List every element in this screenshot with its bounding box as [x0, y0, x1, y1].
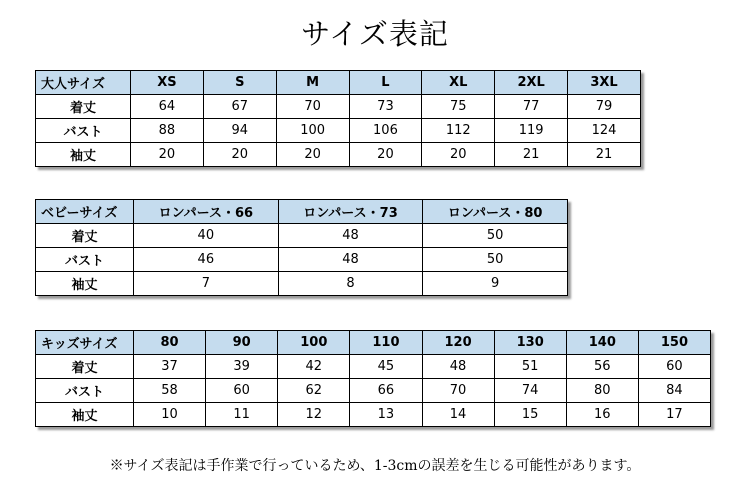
table-cell: 50 — [423, 224, 568, 248]
table-cell: 58 — [134, 379, 206, 403]
table-cell: 94 — [203, 119, 276, 143]
table-row — [36, 224, 568, 248]
table-cell: 100 — [276, 119, 349, 143]
table-cell: 21 — [568, 143, 641, 167]
table-row — [36, 248, 568, 272]
table-cell: 60 — [638, 355, 710, 379]
table-cell: 88 — [131, 119, 204, 143]
size-header-cell: 100 — [278, 331, 350, 355]
size-header-cell: 2XL — [495, 71, 568, 95]
adult-table-heading: 大人サイズ — [36, 71, 131, 95]
table-cell: 73 — [349, 95, 422, 119]
table-cell: 60 — [206, 379, 278, 403]
baby-table-heading: ベビーサイズ — [36, 200, 134, 224]
table-cell: 51 — [494, 355, 566, 379]
table-cell: 66 — [350, 379, 422, 403]
table-cell: 77 — [495, 95, 568, 119]
table-cell: 79 — [568, 95, 641, 119]
table-cell: 14 — [422, 403, 494, 427]
table-cell: 20 — [276, 143, 349, 167]
size-header-cell: L — [349, 71, 422, 95]
table-cell: 64 — [131, 95, 204, 119]
table-cell: 7 — [134, 272, 279, 296]
table-cell: 20 — [131, 143, 204, 167]
table-row — [36, 95, 641, 119]
size-header-cell: S — [203, 71, 276, 95]
row-label: バスト — [36, 379, 134, 403]
kids-table-heading: キッズサイズ — [36, 331, 134, 355]
table-cell: 50 — [423, 248, 568, 272]
row-label: 袖丈 — [36, 143, 131, 167]
table-cell: 17 — [638, 403, 710, 427]
table-cell: 48 — [422, 355, 494, 379]
size-header-cell: 110 — [350, 331, 422, 355]
size-header-cell: 130 — [494, 331, 566, 355]
size-header-cell: 120 — [422, 331, 494, 355]
kids-size-table — [35, 330, 711, 427]
table-cell: 20 — [422, 143, 495, 167]
table-cell: 48 — [278, 224, 423, 248]
table-cell: 39 — [206, 355, 278, 379]
page-title: サイズ表記 — [301, 17, 449, 51]
size-header-cell: XL — [422, 71, 495, 95]
row-label: 袖丈 — [36, 403, 134, 427]
size-header-cell: 140 — [566, 331, 638, 355]
size-header-cell: ロンパース・66 — [134, 200, 279, 224]
table-cell: 70 — [276, 95, 349, 119]
size-header-cell: 90 — [206, 331, 278, 355]
table-cell: 11 — [206, 403, 278, 427]
table-cell: 45 — [350, 355, 422, 379]
table-row — [36, 403, 711, 427]
table-cell: 84 — [638, 379, 710, 403]
table-cell: 119 — [495, 119, 568, 143]
table-cell: 10 — [134, 403, 206, 427]
table-cell: 106 — [349, 119, 422, 143]
table-cell: 67 — [203, 95, 276, 119]
table-cell: 112 — [422, 119, 495, 143]
row-label: 着丈 — [36, 95, 131, 119]
kids-header-row — [36, 331, 711, 355]
table-cell: 124 — [568, 119, 641, 143]
row-label: 袖丈 — [36, 272, 134, 296]
size-header-cell: XS — [131, 71, 204, 95]
table-cell: 20 — [203, 143, 276, 167]
table-cell: 21 — [495, 143, 568, 167]
table-cell: 15 — [494, 403, 566, 427]
table-cell: 56 — [566, 355, 638, 379]
table-cell: 70 — [422, 379, 494, 403]
table-row — [36, 379, 711, 403]
table-cell: 48 — [278, 248, 423, 272]
baby-header-row — [36, 200, 568, 224]
table-cell: 16 — [566, 403, 638, 427]
table-cell: 37 — [134, 355, 206, 379]
table-cell: 40 — [134, 224, 279, 248]
table-cell: 9 — [423, 272, 568, 296]
table-cell: 13 — [350, 403, 422, 427]
row-label: 着丈 — [36, 224, 134, 248]
row-label: バスト — [36, 248, 134, 272]
size-header-cell: 3XL — [568, 71, 641, 95]
table-row — [36, 119, 641, 143]
table-row — [36, 143, 641, 167]
table-row — [36, 355, 711, 379]
table-cell: 46 — [134, 248, 279, 272]
table-cell: 74 — [494, 379, 566, 403]
table-cell: 80 — [566, 379, 638, 403]
row-label: バスト — [36, 119, 131, 143]
table-row — [36, 272, 568, 296]
table-cell: 75 — [422, 95, 495, 119]
table-cell: 20 — [349, 143, 422, 167]
adult-size-table — [35, 70, 641, 167]
footnote: ※サイズ表記は手作業で行っているため、1-3cmの誤差を生じる可能性があります。 — [109, 458, 641, 474]
adult-header-row — [36, 71, 641, 95]
size-header-cell: 80 — [134, 331, 206, 355]
table-cell: 8 — [278, 272, 423, 296]
size-header-cell: M — [276, 71, 349, 95]
size-header-cell: ロンパース・80 — [423, 200, 568, 224]
size-header-cell: ロンパース・73 — [278, 200, 423, 224]
table-cell: 42 — [278, 355, 350, 379]
baby-size-table — [35, 199, 568, 296]
table-cell: 12 — [278, 403, 350, 427]
row-label: 着丈 — [36, 355, 134, 379]
size-header-cell: 150 — [638, 331, 710, 355]
table-cell: 62 — [278, 379, 350, 403]
